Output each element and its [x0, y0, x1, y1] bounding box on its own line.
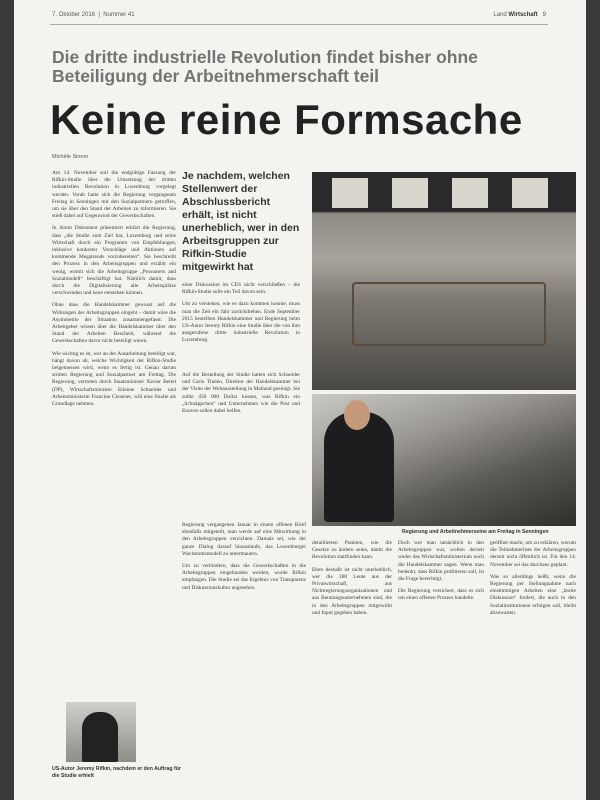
- article-column-5: [490, 540, 576, 795]
- window-shape: [392, 178, 428, 208]
- rifkin-caption: US-Autor Jeremy Rifkin, nachdem er den Auftrag für die Studie erhielt: [52, 766, 181, 779]
- article-column-2b: [182, 372, 300, 512]
- window-shape: [512, 178, 548, 208]
- issue-date: 7. Oktober 2016: [52, 12, 96, 18]
- pull-quote: Je nachdem, welchen Stellenwert der Abschlussbericht erhält, ist nicht unerheblich, wer in den Arbeitsgruppen zur Rifkin-Studie mitgewirkt hat: [182, 170, 300, 273]
- paragraph: Auf die Bestellung der Studie hatten sich Schneider und Carlo Thelen, Direktor der Handelskammer bei der Visite der Weltausstellung in Mailand geeinigt. Sie sollte 450 000 Dollar kosten, was Rifkin ein „Schnäppchen“ und Unternehmen wie die Post und Enovos sollen dabei helfen.: [182, 372, 300, 415]
- page-header: [52, 10, 546, 24]
- paragraph: detaillierten Punkten, wie die Gesetze zu ändern seien, damit die Revolution stattfinden kann.: [312, 540, 392, 561]
- window-shape: [452, 178, 488, 208]
- photo-caption: Regierung und Arbeitnehmerseine am Freitag in Senningen: [402, 529, 549, 535]
- header-rule: [50, 24, 548, 25]
- kicker: Die dritte industrielle Revolution findet bisher ohne Beteiligung der Arbeitnehmerschaft teil: [52, 47, 478, 86]
- officials-photo: [312, 394, 576, 526]
- section-label: Land: [493, 12, 507, 18]
- paragraph: Eben deshalb ist nicht unerheblich, wer die 280 Leute aus der Privatwirtschaft, aus Nichtregierungsorganisationen und aus Beratungsunternehmen sind, die in den Arbeitsgruppen mitgewirkt und Input gegeben haben.: [312, 566, 392, 616]
- paragraph: einer Diskussion im CES nicht verschließen – die Rifkin-Studie solle ein Teil davon sein.: [182, 282, 300, 296]
- paragraph: Wie wichtig es ist, wer an der Ausarbeitung beteiligt war, hängt davon ab, welche Wichtigkeit der Rifkin-Studie beigemessen wird, wenn es fertig ist. Genau darum stritten Regierung und Sozialpartner am Freitag. Die Regierung, vertreten durch Staatsminister Xavier Bettel (DP), Wirtschaftsminister Etienne Schneider und Arbeitsministerin Francine Closener, will eine Studie als Grundlage nehmen.: [52, 350, 176, 408]
- newspaper-page: [14, 0, 586, 800]
- headline: Keine reine Formsache: [50, 96, 523, 143]
- paragraph: Um zu verhindern, dass die Gewerkschaften in die Arbeitsgruppen eingebunden werden, wurde Rifkin empfangen. Die Studie sei das Ergebnis von Transparenz und Diskussionskultur angesehen.: [182, 563, 306, 591]
- rifkin-photo: [66, 702, 136, 762]
- person-head: [344, 400, 370, 430]
- paragraph: In ihrem Dokument präsentiert erklärt die Regierung, dass „die Studie zum Ziel hat, Luxemburg und seine Wirtschaft durch ein Programm von Empfehlungen, inklusive konkreter Vorschläge und Aktionen auf kommende Megatrends vorzubereiten“. Sie beschreibt den Prozess in den Arbeitsgruppen und erzählt ein wenig, womit sich die Arbeitsgruppe „Prosumers and Sozialmodell“ beschäftigt hat. Nämlich damit, dass durch die Digitalisierung alle Arbeitsplätze verschwinden und neue entstehen können.: [52, 225, 176, 297]
- conference-table: [352, 282, 546, 346]
- meeting-room-photo: [312, 172, 576, 390]
- paragraph: geöffnet macht, um zu erklären, worum die Teilnehmerliste der Arbeitsgruppen derzeit nicht öffentlich ist. Für den 14. November sei das durchaus geplant.: [490, 540, 576, 568]
- paragraph: Am 14. November soll die endgültige Fassung der Rifkin-Studie über die Umsetzung der dritten industriellen Revolution in Luxemburg vorgelegt werden. Vorab hatte sich die Regierung vergangenen Freitag in Senningen mit den Sozialpartnern getroffen, um sie über den Stand der Arbeiten zu informieren. Sie stieß dabei auf Gegenwind der Gewerkschaften.: [52, 170, 176, 220]
- paragraph: Regierung vergangenen Januar in einem offenen Brief ebenfalls mitgeteilt, man werde auf eine Mitwirkung in den Arbeitsgruppen verzichten. Damals sei, wie der ganze Dialog darauf hinauslaufe, das Luxemburger Wachstumsmodell zu untermauern.: [182, 522, 306, 557]
- article-column-1: [52, 170, 176, 725]
- paragraph: Ohne dass die Handelskammer gewusst auf die Wirkungen der Arbeitsgruppen eingeht – damit wäre die Asymmetrie der Situation zusammengefasst: Die Arbeitgeber wissen über die Handelskammer über den Stand der Arbeiten Bescheid, während die Gewerkschaften davor nicht beteiligt waren.: [52, 302, 176, 345]
- paragraph: Die Regierung versichert, dass es sich um einen offenen Prozess handelte.: [398, 588, 484, 602]
- article-column-3: [312, 540, 392, 795]
- window-shape: [332, 178, 368, 208]
- article-column-4: [398, 540, 484, 795]
- paragraph: Doch wer man tatsächlich in den Arbeitsgruppen war, wollen derzeit weder das Wirtschaftsministerium noch die Handelskammer sagen. Wenn man bedenkt, dass Rifkin profitieren soll, ist die Frage berechtigt.: [398, 540, 484, 583]
- issue-number: Nummer 41: [103, 12, 135, 18]
- paragraph: Um zu verstehen, wie es dazu kommen konnte, muss man die Zeit ein Jahr zurückdrehen. Ende September 2015 bestellten Handelskammer und Regierung beim US-Autor Jeremy Rifkin eine Studie über die von ihm ausgerufene dritte industrielle Revolution in Luxemburg.: [182, 301, 300, 344]
- page-number: 9: [542, 12, 546, 18]
- person-silhouette: [82, 712, 118, 762]
- section-name: Wirtschaft: [508, 12, 538, 18]
- article-column-6: [182, 522, 306, 792]
- issue-info: 7. Oktober 2016 | Nummer 41: [52, 12, 135, 18]
- author-byline: Michèle Sinner: [52, 154, 89, 160]
- section-info: [493, 12, 546, 18]
- paragraph: Was so allerdings heißt, wenn die Regierung per Stellungnahme nach einstimmigen Arbeiten eine „breite Diskussion“ fordert, die auch in den Sozialinstitutionen erfolgen soll, bleibt abzuwarten.: [490, 573, 576, 616]
